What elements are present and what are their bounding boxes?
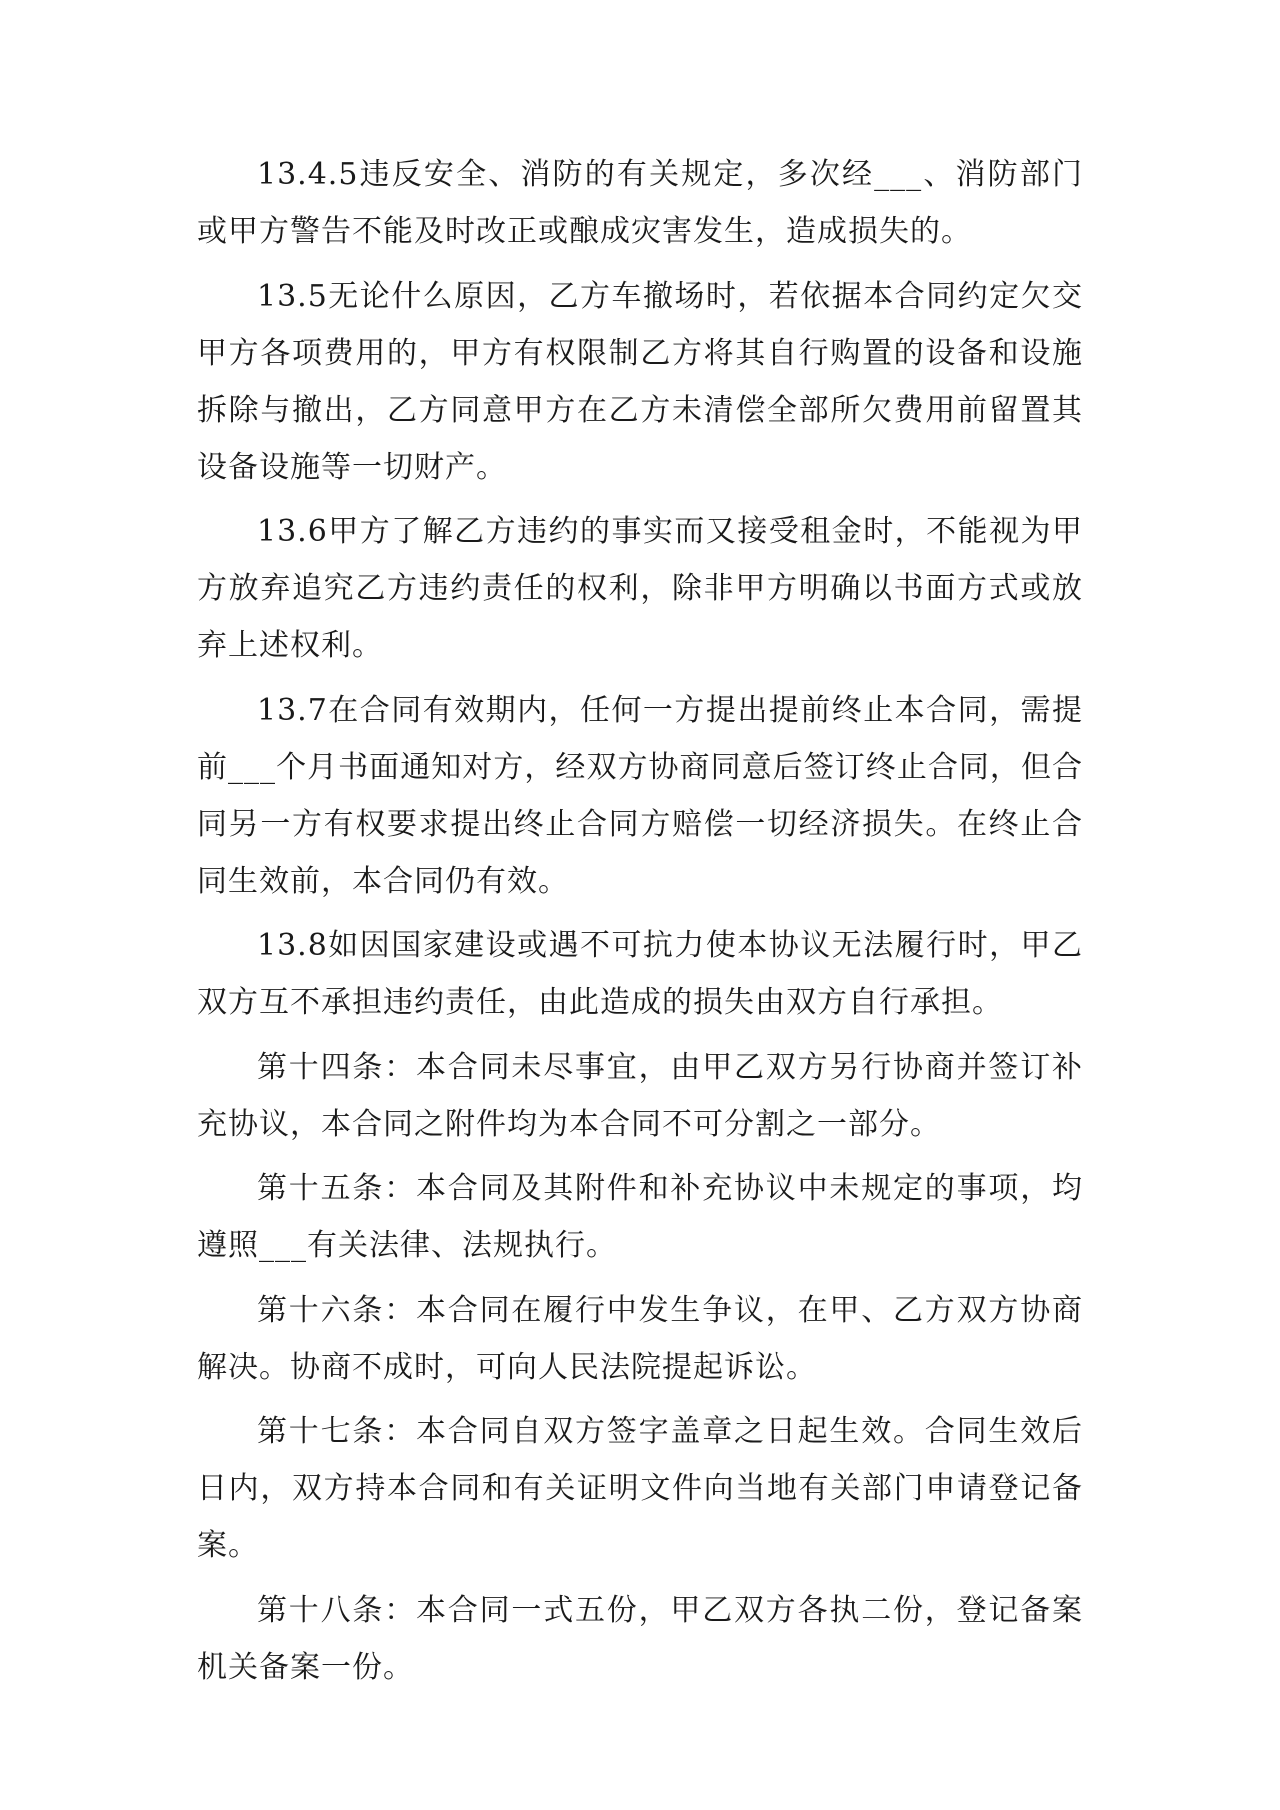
clause-13-7: 13.7在合同有效期内，任何一方提出提前终止本合同，需提前___个月书面通知对方，经双方协商同意后签订终止合同，但合同另一方有权要求提出终止合同方赔偿一切经济损失。在终止合同生效前，本合同仍有效。 [197, 692, 1083, 899]
article-18: 第十八条：本合同一式五份，甲乙双方各执二份，登记备案机关备案一份。 [197, 1592, 1083, 1685]
article-17: 第十七条：本合同自双方签字盖章之日起生效。合同生效后日内，双方持本合同和有关证明文件向当地有关部门申请登记备案。 [197, 1414, 1083, 1563]
clause-13-6: 13.6甲方了解乙方违约的事实而又接受租金时，不能视为甲方放弃追究乙方违约责任的权利，除非甲方明确以书面方式或放弃上述权利。 [197, 514, 1083, 663]
clause-13-8: 13.8如因国家建设或遇不可抗力使本协议无法履行时，甲乙双方互不承担违约责任，由此造成的损失由双方自行承担。 [197, 928, 1083, 1020]
article-14: 第十四条：本合同未尽事宜，由甲乙双方另行协商并签订补充协议，本合同之附件均为本合同不可分割之一部分。 [197, 1049, 1083, 1142]
article-16: 第十六条：本合同在履行中发生争议，在甲、乙方双方协商解决。协商不成时，可向人民法院提起诉讼。 [197, 1292, 1083, 1385]
clause-13-5: 13.5无论什么原因，乙方车撤场时，若依据本合同约定欠交甲方各项费用的，甲方有权限制乙方将其自行购置的设备和设施拆除与撤出，乙方同意甲方在乙方未清偿全部所欠费用前留置其设备设施等一切财产。 [197, 278, 1083, 485]
article-15: 第十五条：本合同及其附件和补充协议中未规定的事项，均遵照___有关法律、法规执行。 [197, 1171, 1083, 1263]
document-body [197, 146, 1083, 1703]
clause-13-4-5: 13.4.5违反安全、消防的有关规定，多次经___、消防部门或甲方警告不能及时改正或酿成灾害发生，造成损失的。 [197, 157, 1083, 249]
